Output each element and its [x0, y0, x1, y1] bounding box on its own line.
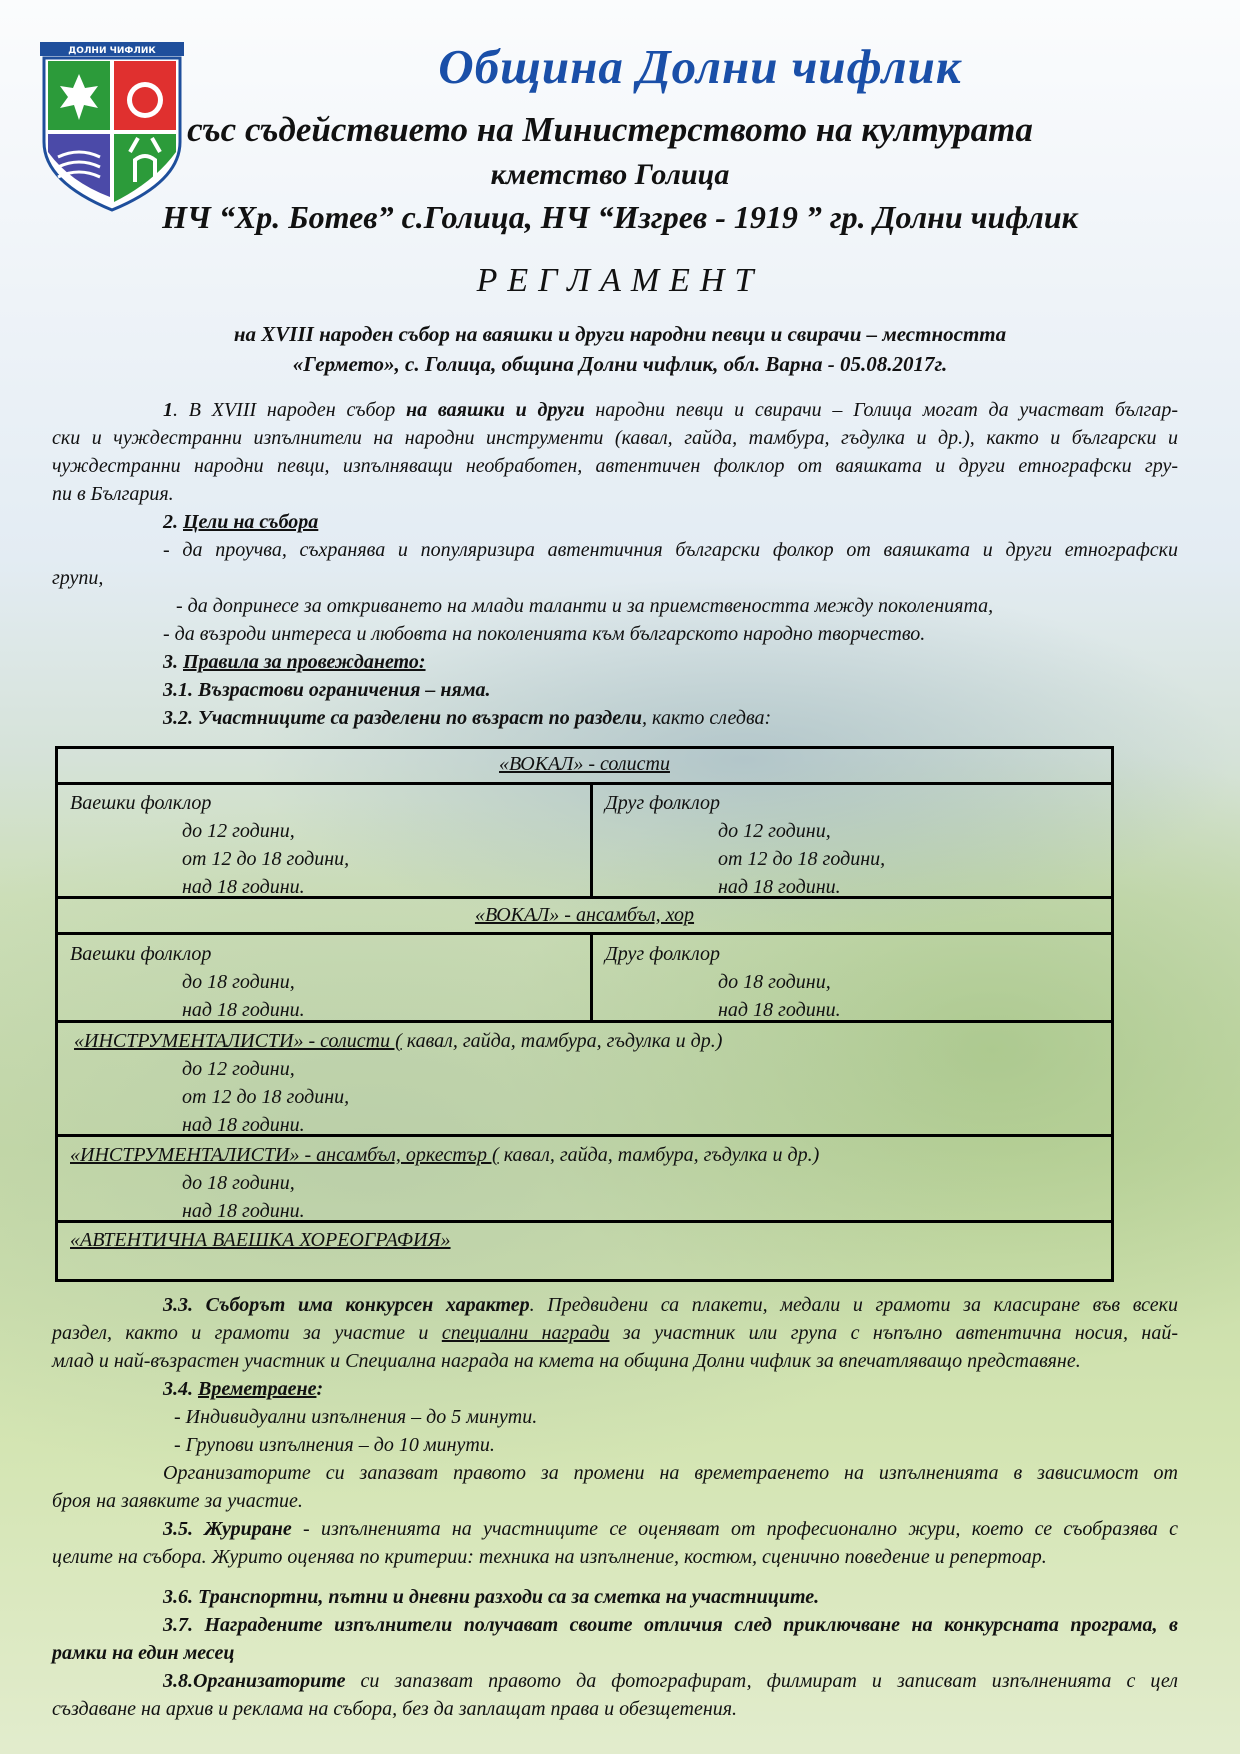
- table-divider: [590, 782, 593, 898]
- section-3-heading: 3. Правила за провеждането:: [163, 651, 426, 673]
- section-2-item-2: - да допринесе за откриването на млади таланти и за приемствеността между поколенията,: [176, 595, 994, 617]
- age-group: над 18 години.: [182, 999, 305, 1021]
- section-1-line-4: пи в България.: [52, 483, 174, 505]
- rule-3-3-line-3: млад и най-възрастен участник и Специална награда на кмета на община Долни чифлик за впечатляващо представяне.: [52, 1350, 1081, 1372]
- rule-3-4-note-2: броя на заявките за участие.: [52, 1490, 303, 1512]
- vocal-ensemble-header: «ВОКАЛ» - ансамбъл, хор: [474, 904, 695, 926]
- age-group: до 12 години,: [182, 1058, 295, 1080]
- community-centers-line: НЧ “Хр. Ботев” с.Голица, НЧ “Изгрев - 1919 ” гр. Долни чифлик: [162, 199, 1078, 235]
- table-divider: [590, 932, 593, 1022]
- section-2-item-3: - да възроди интереса и любовта на поколенията към българското народно творчество.: [163, 623, 926, 645]
- vocal-solo-vayashki-label: Ваешки фолклор: [70, 792, 212, 814]
- age-group: над 18 години.: [718, 876, 841, 898]
- municipality-title: Община Долни чифлик: [438, 39, 962, 94]
- choreography-header: «АВТЕНТИЧНА ВАЕШКА ХОРЕОГРАФИЯ»: [70, 1229, 451, 1251]
- table-divider: [55, 782, 1114, 785]
- regulation-heading: РЕГЛАМЕНТ: [476, 262, 764, 299]
- rule-3-4-note-1: Организаторите си запазват правото за промени на времетраенето на изпълненията в зависимост от: [163, 1462, 1178, 1484]
- age-group: до 18 години,: [718, 971, 831, 993]
- rule-3-5-line-1: 3.5. Журиране - изпълненията на участниците се оценяват от професионално жури, което се съобразява с: [163, 1518, 1179, 1540]
- rule-3-7-line-2: рамки на един месец: [52, 1642, 235, 1664]
- age-group: над 18 години.: [182, 876, 305, 898]
- rule-3-4-heading: 3.4. Времетраене:: [163, 1378, 324, 1400]
- rule-3-8-line-2: създаване на архив и реклама на събора, без да заплащат права и обезщетения.: [52, 1698, 738, 1720]
- age-group: над 18 години.: [182, 1200, 305, 1222]
- vocal-ensemble-vayashki-label: Ваешки фолклор: [70, 943, 212, 965]
- rule-3-7-line-1: 3.7. Наградените изпълнители получават своите отличия след приключване на конкурсната програма, в: [163, 1614, 1178, 1636]
- age-group: от 12 до 18 години,: [182, 1086, 350, 1108]
- vocal-solo-other-label: Друг фолклор: [605, 792, 721, 814]
- vocal-solo-header: «ВОКАЛ» - солисти: [499, 753, 670, 775]
- mayoralty-line: кметство Голица: [490, 158, 730, 191]
- instrumental-solo-header: «ИНСТРУМЕНТАЛИСТИ» - солисти ( кавал, гайда, тамбура, гъдулка и др.): [74, 1030, 723, 1052]
- age-group: до 18 години,: [182, 971, 295, 993]
- age-group: над 18 години.: [182, 1114, 305, 1136]
- rule-3-6: 3.6. Транспортни, пътни и дневни разходи са за сметка на участниците.: [163, 1586, 820, 1608]
- rule-3-5-line-2: целите на събора. Журито оценява по критерии: техника на изпълнение, костюм, сценично поведение и репертоар.: [52, 1546, 1047, 1568]
- rule-3-1: 3.1. Възрастови ограничения – няма.: [163, 679, 491, 701]
- section-2-heading: 2. Цели на събора: [163, 511, 319, 533]
- age-group: от 12 до 18 години,: [182, 848, 350, 870]
- rule-3-3-line-2: раздел, както и грамоти за участие и специални награди за участник или група с нъпълно автентична носия, най-: [52, 1322, 1178, 1344]
- age-group: от 12 до 18 години,: [718, 848, 886, 870]
- section-2-item-1-cont: групи,: [52, 567, 104, 589]
- svg-text:ДОЛНИ ЧИФЛИК: ДОЛНИ ЧИФЛИК: [68, 46, 156, 56]
- rule-3-2: 3.2. Участниците са разделени по възраст по раздели, както следва:: [163, 707, 772, 729]
- ministry-line: със съдействието на Министерството на културата: [187, 110, 1033, 149]
- section-2-item-1: - да проучва, съхранява и популяризира автентичния български фолкор от ваяшката и други етнографски: [163, 539, 1178, 561]
- regulation-subtitle-2: «Гермето», с. Голица, община Долни чифлик, обл. Варна - 05.08.2017г.: [292, 352, 948, 376]
- rule-3-8-line-1: 3.8.Организаторите си запазват правото да фотографират, филмират и записват изпълненията с цел: [163, 1670, 1178, 1692]
- rule-3-4-item-1: - Индивидуални изпълнения – до 5 минути.: [174, 1406, 538, 1428]
- vocal-ensemble-other-label: Друг фолклор: [605, 943, 721, 965]
- section-1-line-2: ски и чуждестранни изпълнители на народни инструменти (кавал, гайда, тамбура, гъдулка и др.), както и български и: [52, 427, 1178, 449]
- table-divider: [55, 932, 1114, 935]
- rule-3-4-item-2: - Групови изпълнения – до 10 минути.: [174, 1434, 495, 1456]
- section-1-line-1: 1. В XVIII народен събор на ваяшки и други народни певци и свирачи – Голица могат да участват българ-: [163, 399, 1178, 421]
- instrumental-ensemble-header: «ИНСТРУМЕНТАЛИСТИ» - ансамбъл, оркестър ( кавал, гайда, тамбура, гъдулка и др.): [70, 1144, 820, 1166]
- regulation-subtitle-1: на XVIII народен събор на ваяшки и други народни певци и свирачи – местността: [233, 322, 1007, 346]
- rule-3-3-line-1: 3.3. Съборът има конкурсен характер. Предвидени са плакети, медали и грамоти за класиране във всеки: [163, 1294, 1178, 1316]
- age-group: над 18 години.: [718, 999, 841, 1021]
- section-1-line-3: чуждестранни народни певци, изпълняващи необработен, автентичен фолклор от ваяшката и други етнографски гру-: [52, 455, 1178, 477]
- age-group: до 12 години,: [182, 820, 295, 842]
- age-group: до 12 години,: [718, 820, 831, 842]
- age-group: до 18 години,: [182, 1172, 295, 1194]
